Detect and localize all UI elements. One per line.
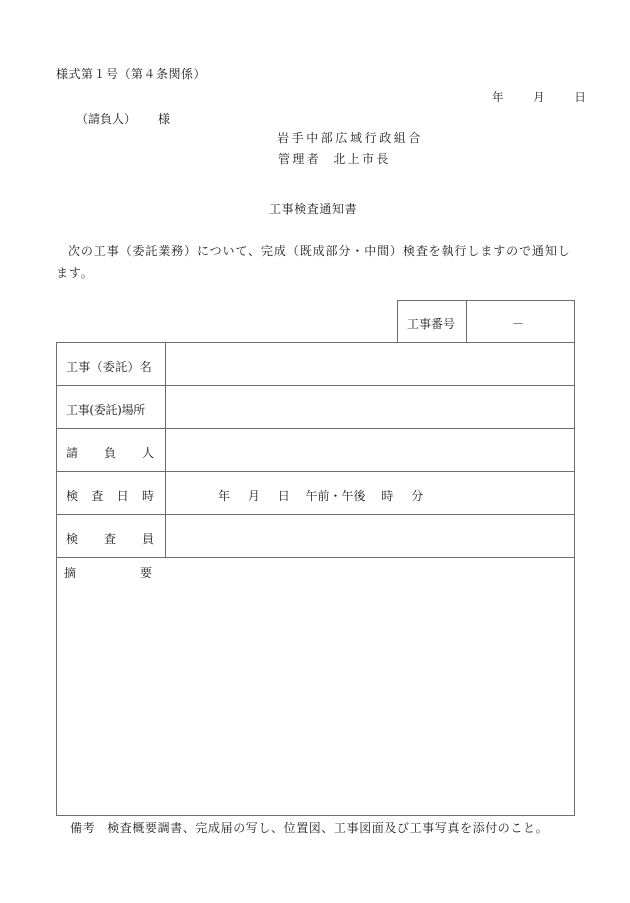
issuer-organization: 岩手中部広域行政組合 xyxy=(277,131,424,145)
construction-location-label: 工事(委託)場所 xyxy=(66,403,145,417)
issuer-administrator xyxy=(278,153,391,165)
addressee xyxy=(76,113,170,125)
summary-label: 摘 要 xyxy=(64,566,152,580)
notice-body: 次の工事（委託業務）について、完成（既成部分・中間）検査を執行しますので通知します。 xyxy=(56,244,571,280)
inspection-datetime-field[interactable] xyxy=(218,490,423,502)
addressee-honorific: 様 xyxy=(158,112,171,126)
date-year: 年 xyxy=(492,90,504,104)
remarks-text: 検査概要調書、完成届の写し、位置図、工事図面及び工事写真を添付のこと。 xyxy=(107,821,549,835)
inspection-minute: 分 xyxy=(411,489,424,503)
contractor-label: 請 負 人 xyxy=(66,446,154,460)
inspection-datetime-label: 検 査 日 時 xyxy=(66,489,154,503)
admin-name: 北上市長 xyxy=(333,152,391,166)
inspection-month: 月 xyxy=(247,489,260,503)
admin-label: 管理者 xyxy=(278,152,322,166)
construction-name-label: 工事（委託）名 xyxy=(66,360,153,374)
label-column-divider xyxy=(165,342,166,557)
inspector-label: 検 査 員 xyxy=(66,532,154,546)
row-divider xyxy=(56,471,575,472)
row-divider xyxy=(56,514,575,515)
addressee-name: （請負人） xyxy=(76,112,137,126)
document-title: 工事検査通知書 xyxy=(269,202,358,216)
date-month: 月 xyxy=(533,90,545,104)
inspection-ampm: 午前・午後 xyxy=(305,489,366,503)
row-divider xyxy=(56,385,575,386)
inspection-hour: 時 xyxy=(381,489,394,503)
inspector-field[interactable] xyxy=(175,533,565,547)
construction-name-field[interactable] xyxy=(175,361,565,375)
inspection-year: 年 xyxy=(218,489,231,503)
construction-number-divider xyxy=(466,300,467,343)
row-divider xyxy=(56,428,575,429)
row-divider xyxy=(56,557,575,558)
inspection-day: 日 xyxy=(277,489,290,503)
date-day: 日 xyxy=(574,90,586,104)
construction-location-field[interactable] xyxy=(175,404,565,418)
issue-date xyxy=(492,92,586,104)
remarks-label: 備考 xyxy=(70,821,96,835)
remarks-note xyxy=(70,822,548,834)
summary-field[interactable] xyxy=(66,585,566,805)
construction-number-label: 工事番号 xyxy=(407,317,456,331)
construction-number-value[interactable]: － xyxy=(512,317,525,331)
form-number: 様式第１号（第４条関係） xyxy=(56,67,207,81)
contractor-field[interactable] xyxy=(175,447,565,461)
